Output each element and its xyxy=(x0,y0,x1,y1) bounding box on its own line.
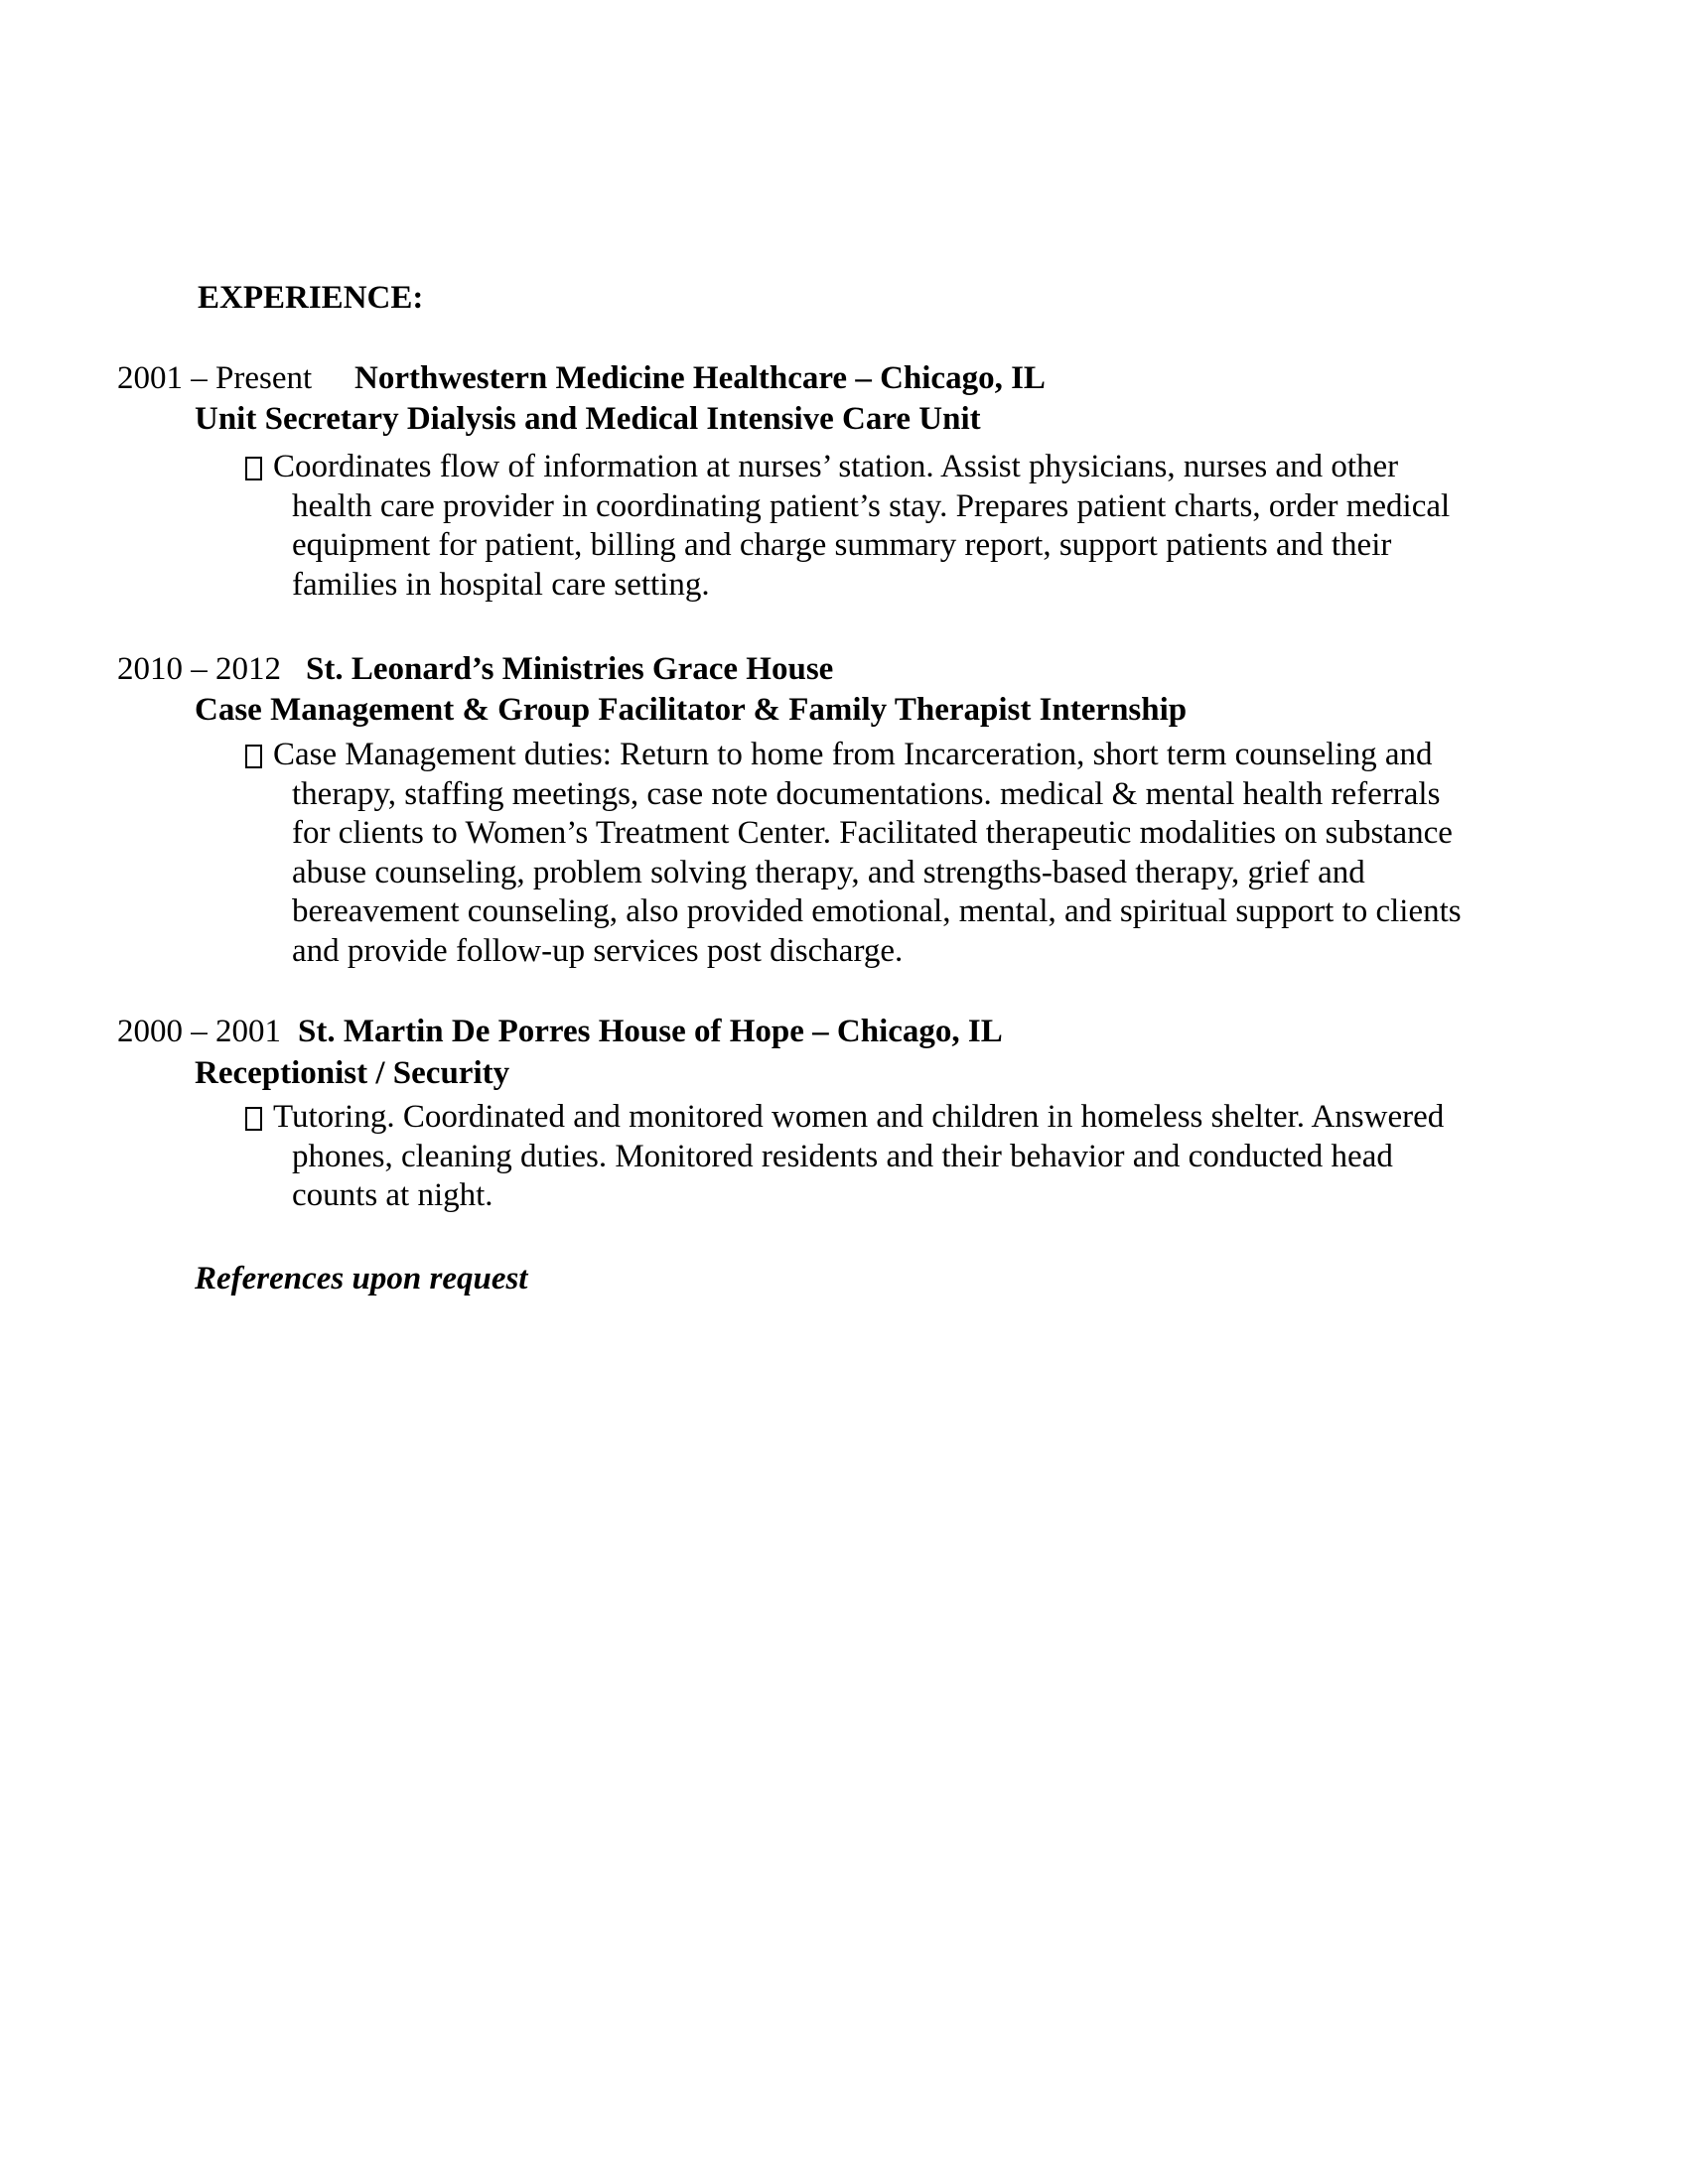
description-line: Case Management duties: Return to home from Incarceration, short term counseling and xyxy=(273,737,1433,772)
description-line: and provide follow-up services post discharge. xyxy=(292,932,904,969)
entry-description xyxy=(273,1098,1445,1216)
entry-title: Case Management & Group Facilitator & Family Therapist Internship xyxy=(195,692,1188,728)
entry-dates: 2001 – Present xyxy=(117,360,313,396)
entry-title: Receptionist / Security xyxy=(195,1055,510,1091)
description-line: for clients to Women’s Treatment Center. Facilitated therapeutic modalities on substance xyxy=(292,815,1453,851)
description-line: bereavement counseling, also provided emotional, mental, and spiritual support to clients xyxy=(292,893,1462,929)
entry-description xyxy=(273,448,1451,605)
description-line: abuse counseling, problem solving therapy, and strengths-based therapy, grief and xyxy=(292,854,1365,890)
description-line: phones, cleaning duties. Monitored residents and their behavior and conducted head xyxy=(292,1138,1393,1174)
references-note: References upon request xyxy=(195,1261,528,1297)
description-line: equipment for patient, billing and charge summary report, support patients and their xyxy=(292,527,1392,563)
box-bullet-icon xyxy=(245,745,262,768)
section-heading: EXPERIENCE: xyxy=(198,280,424,316)
description-line: therapy, staffing meetings, case note documentations. medical & mental health referrals xyxy=(292,775,1441,812)
entry-organization: St. Leonard’s Ministries Grace House xyxy=(306,651,834,687)
description-line: health care provider in coordinating patient’s stay. Prepares patient charts, order medical xyxy=(292,487,1451,524)
box-bullet-icon xyxy=(245,1107,262,1131)
entry-description xyxy=(273,736,1462,971)
description-line: Tutoring. Coordinated and monitored women and children in homeless shelter. Answered xyxy=(273,1099,1445,1135)
entry-organization: Northwestern Medicine Healthcare – Chicago, IL xyxy=(354,360,1046,396)
description-line: counts at night. xyxy=(292,1177,493,1213)
description-line: families in hospital care setting. xyxy=(292,566,710,603)
box-bullet-icon xyxy=(245,457,262,480)
entry-dates: 2000 – 2001 xyxy=(117,1014,281,1049)
entry-title: Unit Secretary Dialysis and Medical Intensive Care Unit xyxy=(195,401,981,437)
entry-organization: St. Martin De Porres House of Hope – Chicago, IL xyxy=(298,1014,1003,1049)
description-line: Coordinates flow of information at nurses’ station. Assist physicians, nurses and other xyxy=(273,449,1399,484)
entry-dates: 2010 – 2012 xyxy=(117,651,281,687)
